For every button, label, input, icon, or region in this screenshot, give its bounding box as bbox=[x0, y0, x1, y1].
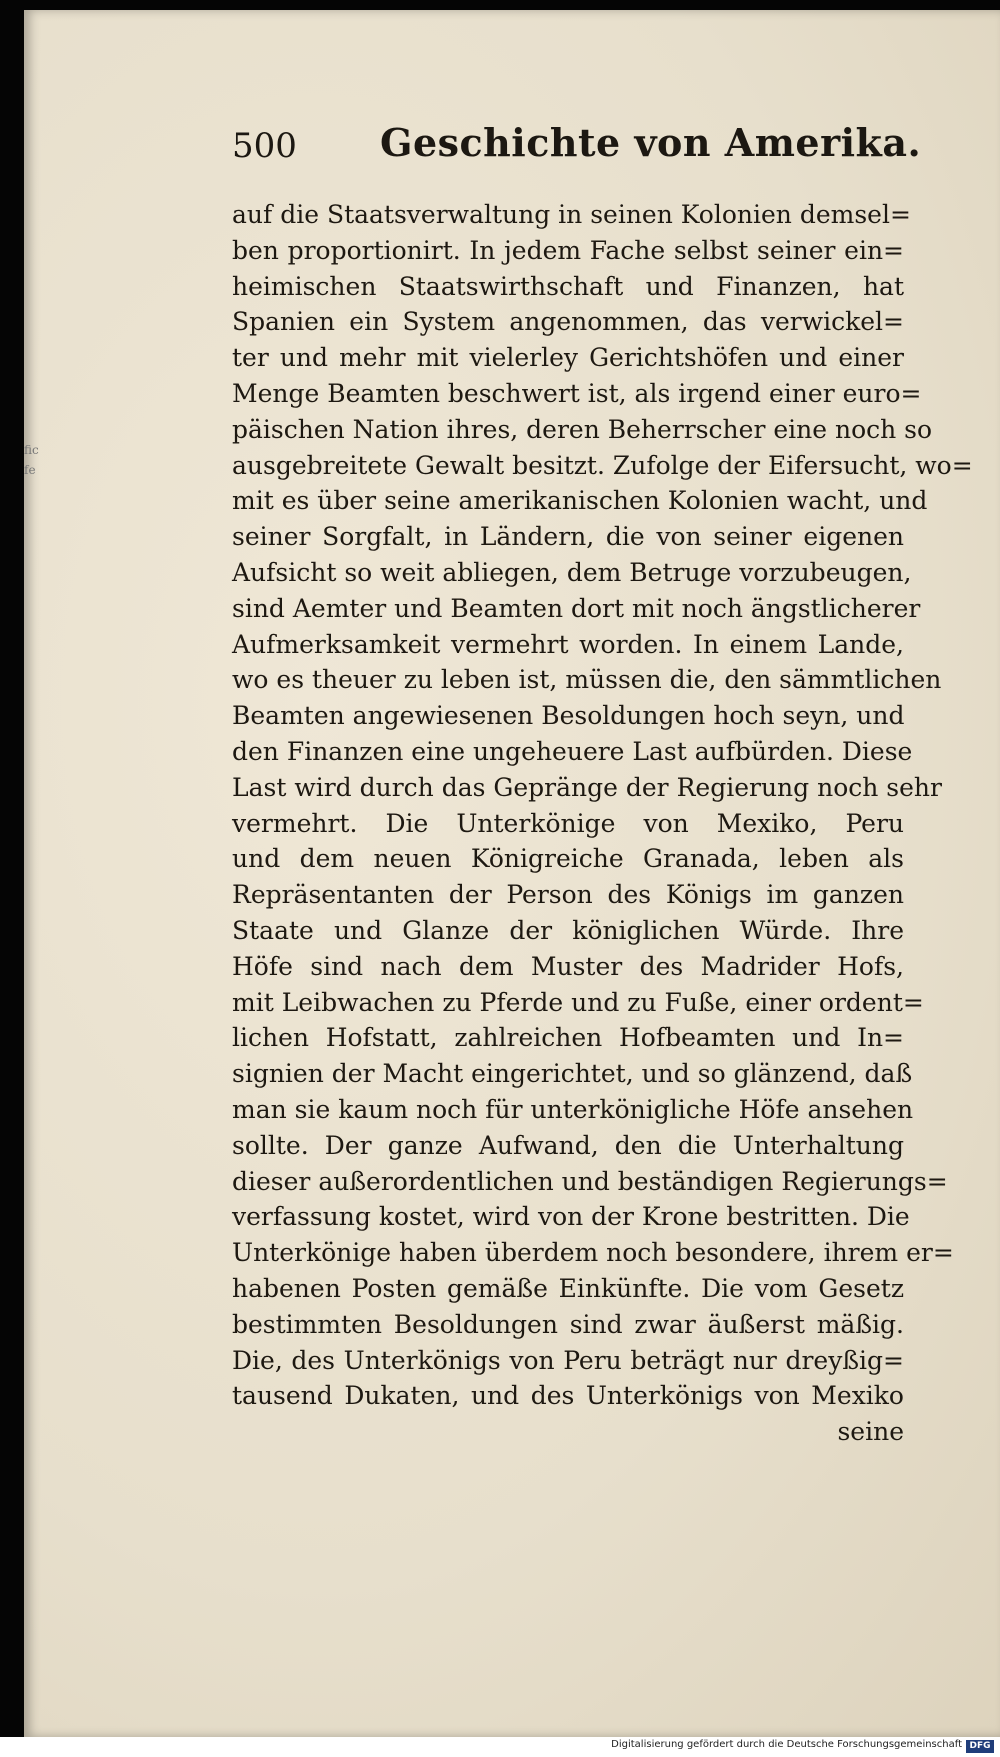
text-line: tausend Dukaten, und des Unterkönigs von Mexiko bbox=[232, 1381, 904, 1411]
text-line: Aufmerksamkeit vermehrt worden. In einem Lande, bbox=[232, 629, 904, 659]
running-title: Geschichte von Amerika. bbox=[380, 120, 922, 165]
text-line: Unterkönige haben überdem noch besondere, ihrem er= bbox=[232, 1238, 954, 1268]
margin-fragments bbox=[24, 440, 48, 500]
body-text bbox=[232, 197, 973, 1450]
text-line: ben proportionirt. In jedem Fache selbst seiner ein= bbox=[232, 235, 904, 265]
margin-fragment: fic bbox=[24, 443, 39, 457]
digitization-footer bbox=[0, 1737, 1000, 1757]
text-line: ausgebreitete Gewalt besitzt. Zufolge der Eifersucht, wo= bbox=[232, 450, 973, 480]
text-line: Staate und Glanze der königlichen Würde. Ihre bbox=[232, 915, 904, 945]
page-header bbox=[232, 120, 932, 180]
text-line: Die, des Unterkönigs von Peru beträgt nur dreyßig= bbox=[232, 1345, 904, 1375]
text-line: auf die Staatsverwaltung in seinen Kolonien demsel= bbox=[232, 200, 911, 229]
text-line: Last wird durch das Gepränge der Regierung noch sehr bbox=[232, 772, 942, 802]
text-line: ter und mehr mit vielerley Gerichtshöfen und einer bbox=[232, 343, 904, 373]
text-line: Spanien ein System angenommen, das verwickel= bbox=[232, 307, 904, 337]
text-line: lichen Hofstatt, zahlreichen Hofbeamten und In= bbox=[232, 1023, 904, 1053]
text-line: dieser außerordentlichen und beständigen Regierungs= bbox=[232, 1166, 948, 1196]
text-line: wo es theuer zu leben ist, müssen die, den sämmtlichen bbox=[232, 665, 942, 695]
text-line: sollte. Der ganze Aufwand, den die Unterhaltung bbox=[232, 1130, 904, 1160]
text-line: Beamten angewiesenen Besoldungen hoch seyn, und bbox=[232, 701, 905, 731]
text-line: Höfe sind nach dem Muster des Madrider Hofs, bbox=[232, 951, 904, 981]
text-line: Aufsicht so weit abliegen, dem Betruge vorzubeugen, bbox=[232, 557, 912, 587]
text-line: vermehrt. Die Unterkönige von Mexiko, Peru bbox=[232, 808, 904, 838]
text-line: man sie kaum noch für unterkönigliche Höfe ansehen bbox=[232, 1094, 914, 1124]
text-line: mit es über seine amerikanischen Kolonien wacht, und bbox=[232, 486, 928, 516]
text-line: habenen Posten gemäße Einkünfte. Die vom Gesetz bbox=[232, 1273, 904, 1303]
text-line: und dem neuen Königreiche Granada, leben als bbox=[232, 844, 904, 874]
text-line: bestimmten Besoldungen sind zwar äußerst mäßig. bbox=[232, 1309, 904, 1339]
dfg-logo-icon: DFG bbox=[966, 1740, 994, 1753]
footer-credit: Digitalisierung gefördert durch die Deutsche Forschungsgemeinschaft bbox=[611, 1739, 962, 1750]
text-line: sind Aemter und Beamten dort mit noch ängstlicherer bbox=[232, 593, 921, 623]
page-number: 500 bbox=[232, 126, 297, 166]
text-line: Menge Beamten beschwert ist, als irgend einer euro= bbox=[232, 378, 922, 408]
text-line: verfassung kostet, wird von der Krone bestritten. Die bbox=[232, 1202, 910, 1232]
catchword: seine bbox=[837, 1417, 904, 1447]
text-line: Repräsentanten der Person des Königs im ganzen bbox=[232, 880, 904, 910]
text-line: den Finanzen eine ungeheuere Last aufbürden. Diese bbox=[232, 736, 913, 766]
text-line: päischen Nation ihres, deren Beherrscher eine noch so bbox=[232, 414, 933, 444]
text-line: signien der Macht eingerichtet, und so glänzend, daß bbox=[232, 1059, 913, 1089]
margin-fragment: fe bbox=[24, 463, 36, 477]
text-line: seiner Sorgfalt, in Ländern, die von seiner eigenen bbox=[232, 522, 904, 552]
text-line: heimischen Staatswirthschaft und Finanzen, hat bbox=[232, 271, 904, 301]
text-line: mit Leibwachen zu Pferde und zu Fuße, einer ordent= bbox=[232, 987, 924, 1017]
